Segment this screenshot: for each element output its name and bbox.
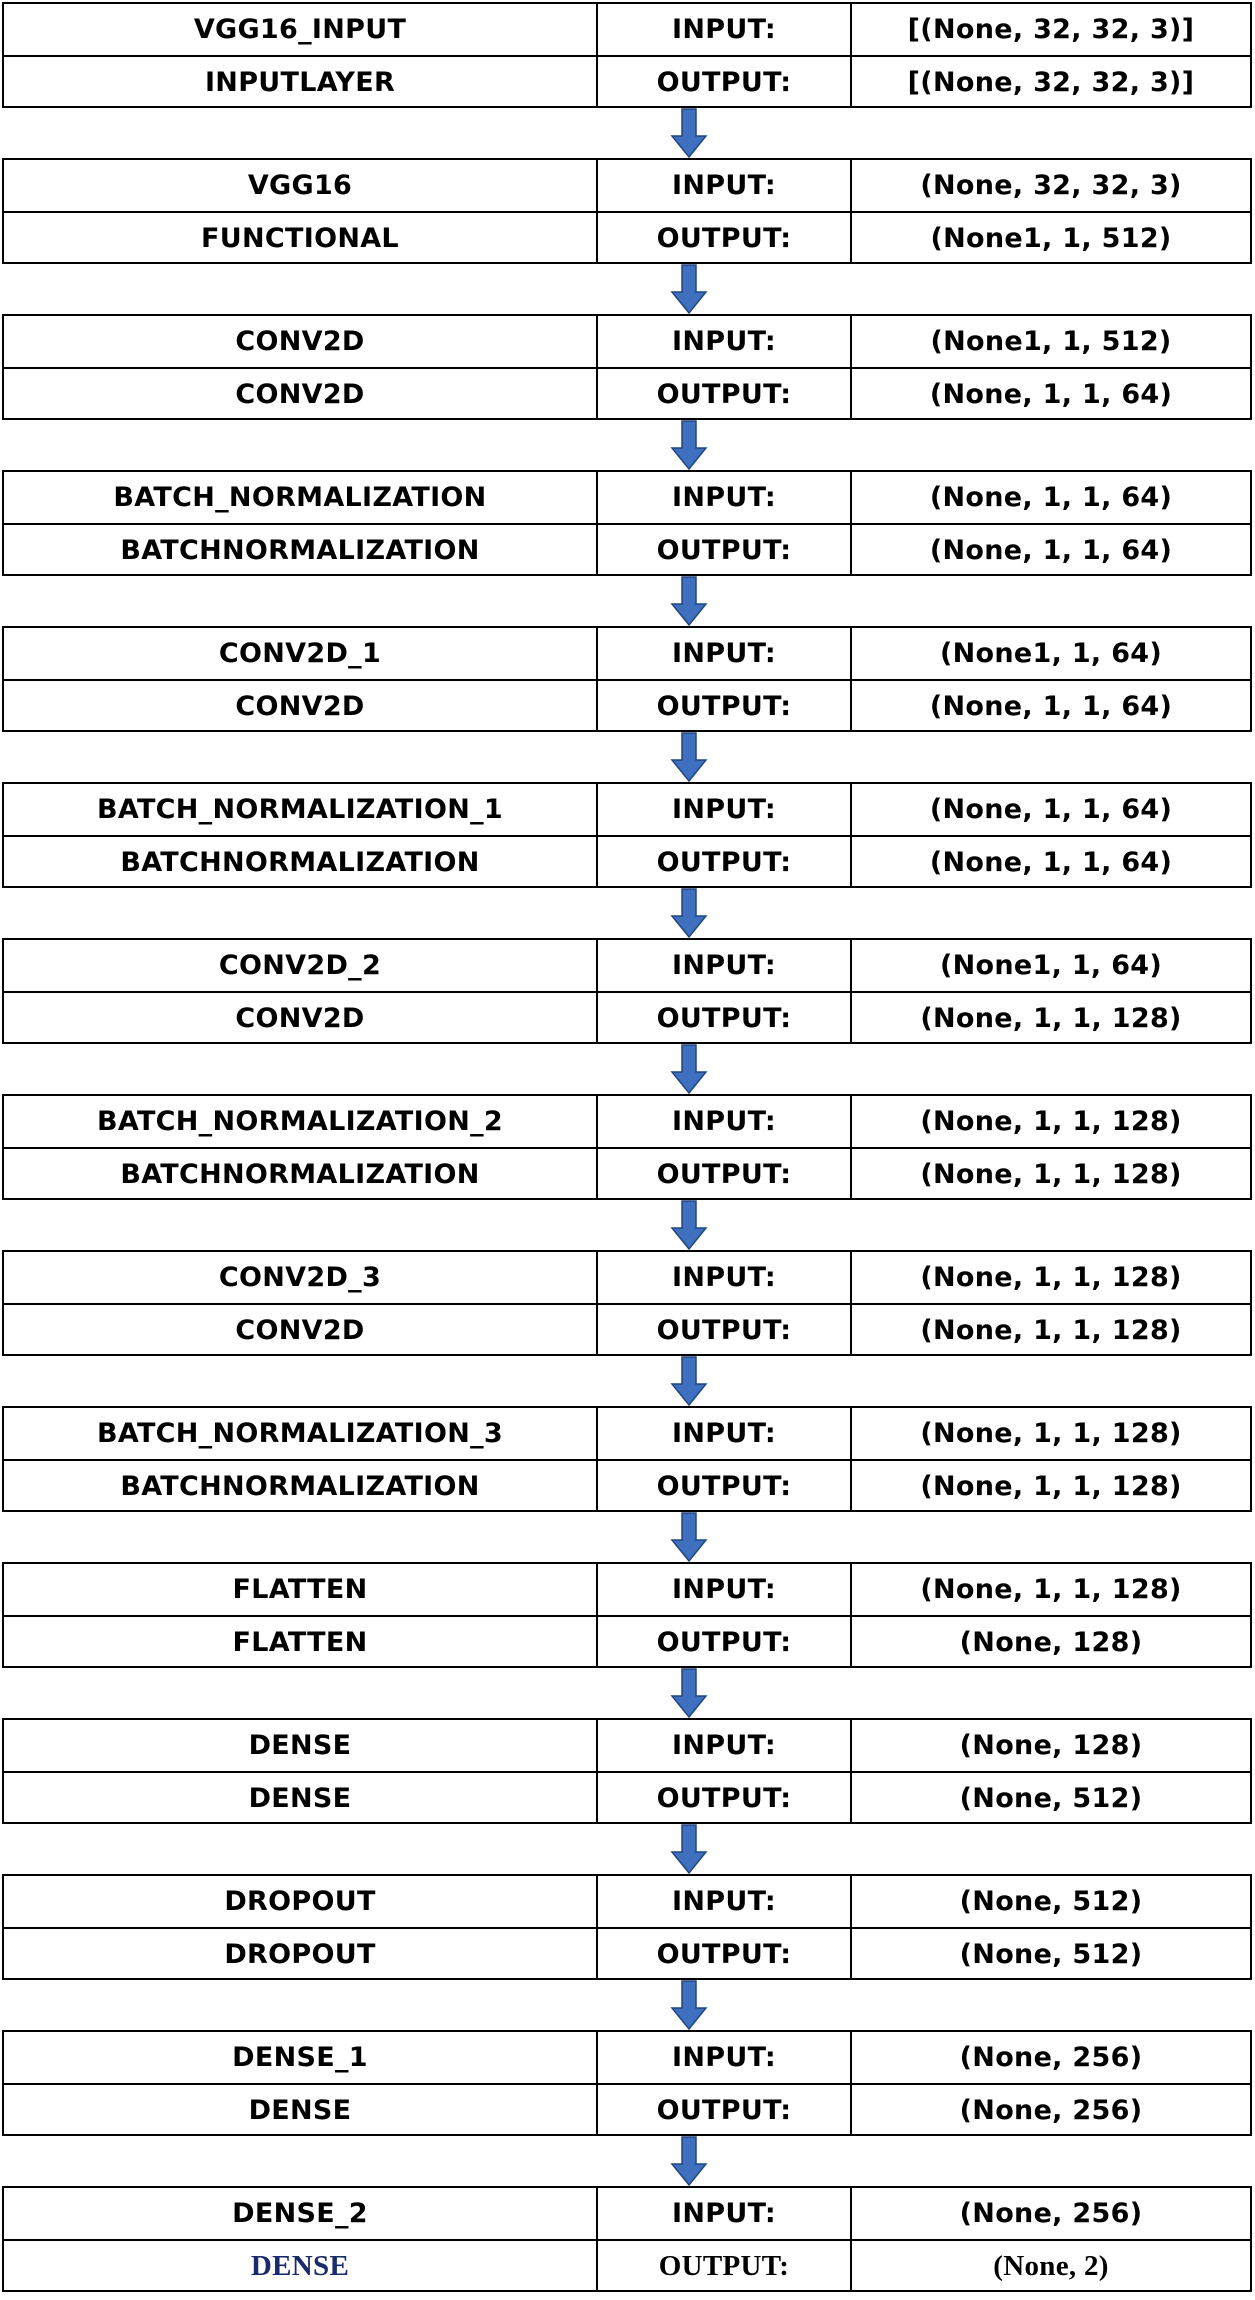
layer-name: DROPOUT [4,1929,598,1980]
tensor-shape: (None, 512) [959,1939,1143,1970]
tensor-shape: [(None, 32, 32, 3)] [907,67,1195,98]
down-arrow-icon [669,1044,709,1094]
io-direction-label: OUTPUT: [598,1305,852,1356]
layer-output-row [4,1929,1250,1980]
tensor-shape: (None, 256) [959,2042,1143,2073]
layer-name: BATCHNORMALIZATION [4,1149,598,1200]
io-direction-label: INPUT: [598,472,852,523]
io-direction-label: OUTPUT: [598,369,852,420]
tensor-shape: (None, 256) [959,2198,1143,2229]
layer-name: CONV2D [4,1305,598,1356]
io-direction-label: INPUT: [598,1096,852,1147]
down-arrow-icon [669,888,709,938]
down-arrow-icon [669,1980,709,2030]
layer-block [2,1250,1252,1356]
layer-input-row [4,2032,1250,2085]
io-direction-label: INPUT: [598,1720,852,1771]
down-arrow-icon [669,1356,709,1406]
layer-output-row [4,369,1250,420]
io-direction-label: INPUT: [598,160,852,211]
layer-output-row [4,681,1250,732]
tensor-shape: (None, 512) [959,1783,1143,1814]
layer-output-row [4,1149,1250,1200]
io-direction-label: OUTPUT: [598,681,852,732]
tensor-shape: (None, 1, 1, 64) [929,794,1173,825]
tensor-shape: (None, 1, 1, 128) [920,1574,1182,1605]
layer-block [2,1094,1252,1200]
layer-block [2,2186,1252,2292]
down-arrow-icon [669,1512,709,1562]
layer-name: DENSE [4,1720,598,1771]
tensor-shape: (None, 1, 1, 128) [920,1106,1182,1137]
layer-name: INPUTLAYER [4,57,598,108]
down-arrow-icon [669,108,709,158]
layer-name: VGG16 [4,160,598,211]
io-direction-label: OUTPUT: [598,213,852,264]
tensor-shape: (None, 512) [959,1886,1143,1917]
io-direction-label: OUTPUT: [598,1461,852,1512]
tensor-shape: (None, 1, 1, 128) [920,1471,1182,1502]
layer-input-row [4,1720,1250,1773]
layer-input-row [4,160,1250,213]
layer-output-row [4,57,1250,108]
layer-output-row [4,837,1250,888]
down-arrow-icon [669,420,709,470]
layer-block [2,2,1252,108]
layer-output-row [4,1617,1250,1668]
layer-name: FUNCTIONAL [4,213,598,264]
io-direction-label: INPUT: [598,628,852,679]
layer-name: DENSE [4,2241,598,2292]
layer-name: BATCH_NORMALIZATION_1 [4,784,598,835]
tensor-shape: (None, 1, 1, 128) [920,1159,1182,1190]
layer-name: BATCHNORMALIZATION [4,1461,598,1512]
io-direction-label: INPUT: [598,1564,852,1615]
layer-name: CONV2D [4,369,598,420]
layer-output-row [4,993,1250,1044]
io-direction-label: OUTPUT: [598,1149,852,1200]
io-direction-label: INPUT: [598,784,852,835]
layer-input-row [4,4,1250,57]
layer-block [2,1874,1252,1980]
tensor-shape: (None1, 1, 512) [930,326,1172,357]
down-arrow-icon [669,2136,709,2186]
layer-block [2,470,1252,576]
layer-block [2,782,1252,888]
layer-input-row [4,2188,1250,2241]
layer-input-row [4,1564,1250,1617]
down-arrow-icon [669,1200,709,1250]
tensor-shape: (None, 1, 1, 128) [920,1003,1182,1034]
layer-name: DROPOUT [4,1876,598,1927]
layer-input-row [4,1096,1250,1149]
tensor-shape: (None, 1, 1, 128) [920,1315,1182,1346]
down-arrow-icon [669,732,709,782]
tensor-shape: (None, 1, 1, 64) [929,379,1173,410]
layer-output-row [4,2241,1250,2292]
io-direction-label: OUTPUT: [598,525,852,576]
layer-name: DENSE_2 [4,2188,598,2239]
layer-name: BATCHNORMALIZATION [4,525,598,576]
tensor-shape: (None1, 1, 64) [939,950,1163,981]
tensor-shape: (None, 256) [959,2095,1143,2126]
layer-output-row [4,1461,1250,1512]
layer-output-row [4,1773,1250,1824]
io-direction-label: OUTPUT: [598,1617,852,1668]
layer-input-row [4,1408,1250,1461]
io-direction-label: INPUT: [598,1876,852,1927]
layer-input-row [4,784,1250,837]
layer-block [2,158,1252,264]
tensor-shape: (None, 128) [959,1730,1143,1761]
io-direction-label: INPUT: [598,316,852,367]
layer-name: CONV2D_3 [4,1252,598,1303]
layer-input-row [4,1252,1250,1305]
io-direction-label: INPUT: [598,2188,852,2239]
tensor-shape: (None, 1, 1, 128) [920,1418,1182,1449]
layer-name: DENSE_1 [4,2032,598,2083]
tensor-shape: (None1, 1, 512) [930,223,1172,254]
io-direction-label: OUTPUT: [598,1773,852,1824]
layer-input-row [4,628,1250,681]
layer-name: DENSE [4,1773,598,1824]
tensor-shape: [(None, 32, 32, 3)] [907,14,1195,45]
io-direction-label: INPUT: [598,4,852,55]
tensor-shape: (None, 1, 1, 64) [929,691,1173,722]
layer-block [2,1562,1252,1668]
layer-input-row [4,1876,1250,1929]
layer-block [2,1718,1252,1824]
tensor-shape: (None, 1, 1, 128) [920,1262,1182,1293]
layer-output-row [4,213,1250,264]
layer-name: CONV2D [4,681,598,732]
down-arrow-icon [669,1668,709,1718]
down-arrow-icon [669,264,709,314]
io-direction-label: OUTPUT: [598,1929,852,1980]
io-direction-label: INPUT: [598,2032,852,2083]
io-direction-label: OUTPUT: [598,837,852,888]
layer-name: VGG16_INPUT [4,4,598,55]
tensor-shape: (None, 32, 32, 3) [920,170,1182,201]
layer-name: BATCHNORMALIZATION [4,837,598,888]
layer-name: CONV2D [4,993,598,1044]
io-direction-label: INPUT: [598,1252,852,1303]
layer-name: BATCH_NORMALIZATION_3 [4,1408,598,1459]
layer-block [2,314,1252,420]
layer-input-row [4,940,1250,993]
tensor-shape: (None, 128) [959,1627,1143,1658]
tensor-shape: (None, 1, 1, 64) [929,535,1173,566]
layer-output-row [4,1305,1250,1356]
tensor-shape: (None, 1, 1, 64) [929,847,1173,878]
layer-name: DENSE [4,2085,598,2136]
layer-output-row [4,2085,1250,2136]
down-arrow-icon [669,1824,709,1874]
layer-name: FLATTEN [4,1617,598,1668]
layer-input-row [4,316,1250,369]
layer-name: BATCH_NORMALIZATION [4,472,598,523]
io-direction-label: INPUT: [598,1408,852,1459]
io-direction-label: OUTPUT: [598,993,852,1044]
down-arrow-icon [669,576,709,626]
layer-name: BATCH_NORMALIZATION_2 [4,1096,598,1147]
io-direction-label: OUTPUT: [598,2241,852,2292]
layer-input-row [4,472,1250,525]
io-direction-label: INPUT: [598,940,852,991]
layer-name: CONV2D_1 [4,628,598,679]
layer-block [2,2030,1252,2136]
tensor-shape: (None, 2) [993,2250,1109,2282]
layer-name: FLATTEN [4,1564,598,1615]
layer-block [2,1406,1252,1512]
layer-name: CONV2D_2 [4,940,598,991]
tensor-shape: (None, 1, 1, 64) [929,482,1173,513]
io-direction-label: OUTPUT: [598,2085,852,2136]
layer-block [2,626,1252,732]
tensor-shape: (None1, 1, 64) [939,638,1163,669]
layer-name: CONV2D [4,316,598,367]
layer-output-row [4,525,1250,576]
layer-block [2,938,1252,1044]
io-direction-label: OUTPUT: [598,57,852,108]
